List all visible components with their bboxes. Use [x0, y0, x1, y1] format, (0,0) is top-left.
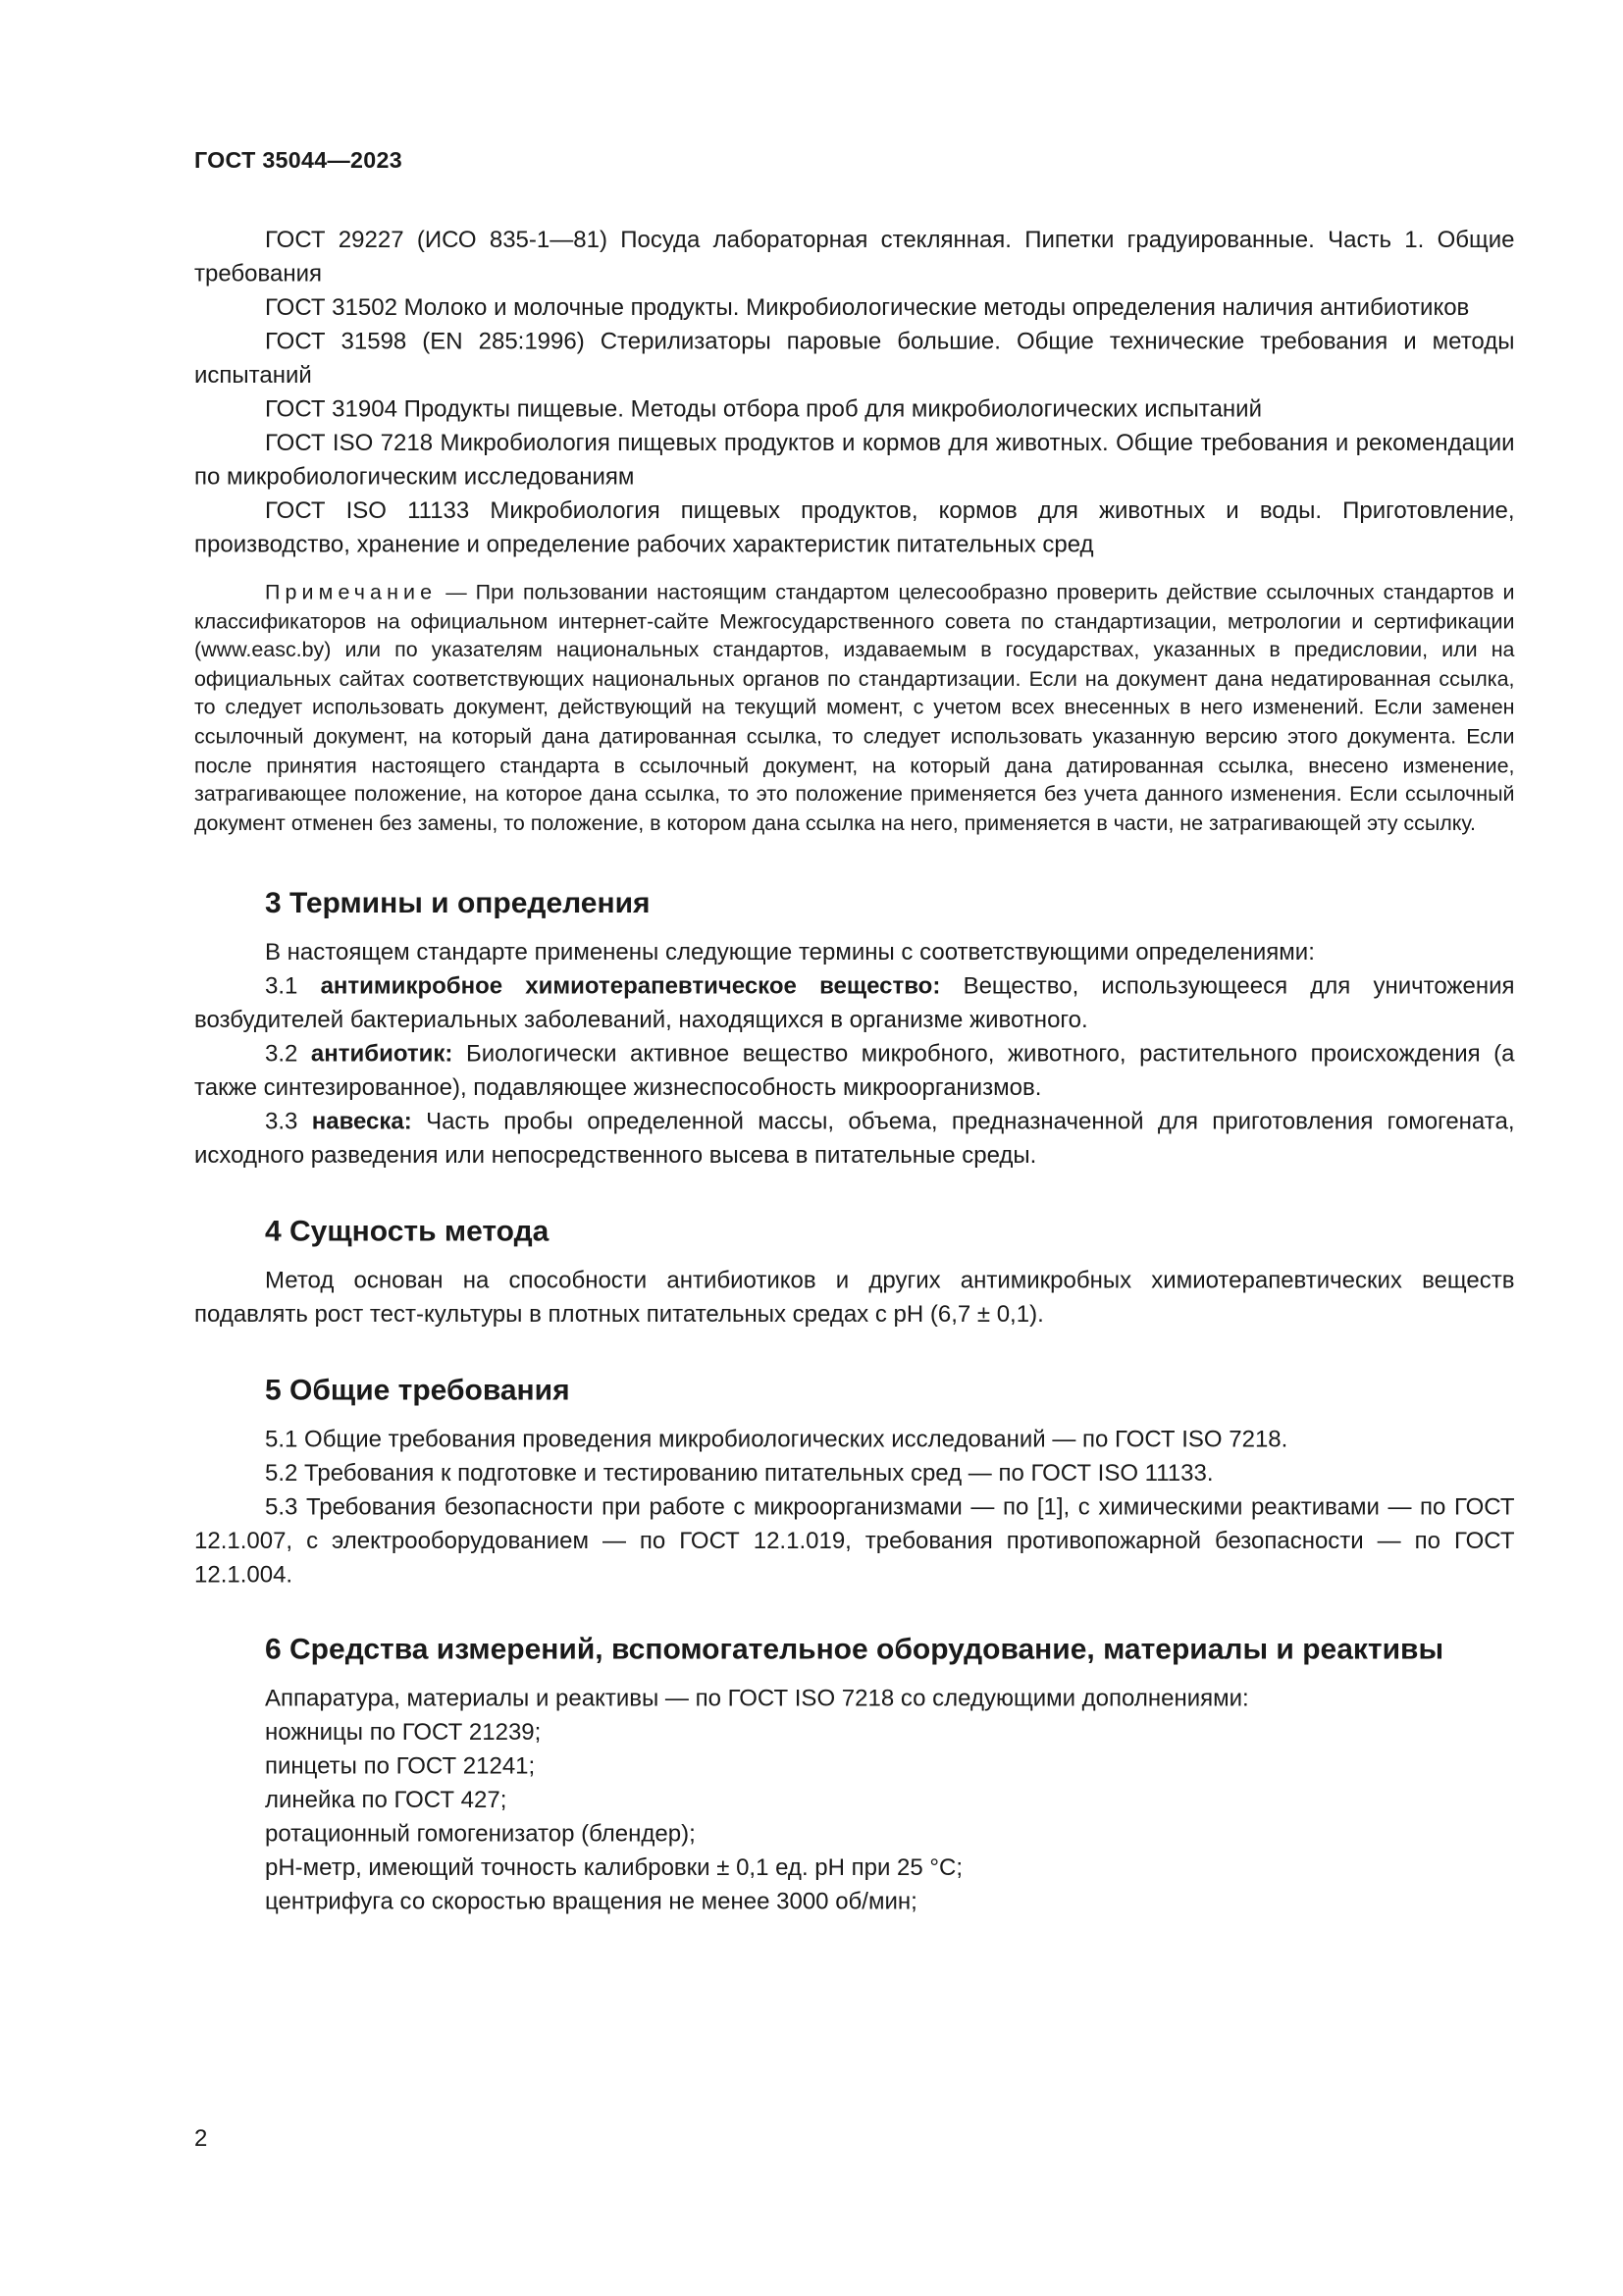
list-item: ротационный гомогенизатор (блендер); [265, 1822, 696, 1849]
term-text: Вещество, использующееся для уничтожения возбудителей бактериальных заболеваний, находящихся в организме животного. [194, 974, 1515, 1034]
term-number: 3.1 [265, 974, 298, 1001]
term-text: Часть пробы определенной массы, объема, предназначенной для приготовления гомогената, исходного разведения или непосредственного высева в питательные среды. [194, 1110, 1515, 1170]
note-label: Примечание [265, 581, 438, 605]
section-heading-3: 3 Термины и определения [265, 888, 651, 921]
page-content [194, 224, 1515, 1920]
term-name: антимикробное химиотерапевтическое вещество: [320, 974, 941, 1001]
section-intro: В настоящем стандарте применены следующие термины с соответствующими определениями: [265, 941, 1315, 966]
reference-item: ГОСТ ISO 7218 Микробиология пищевых продуктов и кормов для животных. Общие требования и рекомендации по микробиологическим исследованиям [194, 431, 1515, 491]
requirement-item: 5.3 Требования безопасности при работе с микроорганизмами — по [1], с химическими реактивами — по ГОСТ 12.1.007, с электрооборудованием — по ГОСТ 12.1.019, требования противопожарной безопасности — по ГОСТ 12.1.004. [194, 1495, 1515, 1590]
section-heading-6: 6 Средства измерений, вспомогательное оборудование, материалы и реактивы [265, 1634, 1444, 1667]
reference-item: ГОСТ 31904 Продукты пищевые. Методы отбора проб для микробиологических испытаний [265, 397, 1262, 423]
page-number: 2 [194, 2126, 208, 2152]
section-heading-4: 4 Сущность метода [265, 1216, 550, 1249]
reference-item: ГОСТ 29227 (ИСО 835-1—81) Посуда лабораторная стеклянная. Пипетки градуированные. Часть 1. Общие требования [194, 228, 1515, 287]
requirement-item: 5.1 Общие требования проведения микробиологических исследований — по ГОСТ ISO 7218. [265, 1428, 1288, 1454]
list-item: ножницы по ГОСТ 21239; [265, 1721, 542, 1747]
document-header: ГОСТ 35044—2023 [194, 148, 402, 174]
term-number: 3.3 [265, 1110, 298, 1136]
term-text: Биологически активное вещество микробного, животного, растительного происхождения (а также синтезированное), подавляющее жизнеспособность микроорганизмов. [194, 1042, 1515, 1102]
equipment-list [194, 1683, 1515, 1920]
reference-item: ГОСТ ISO 11133 Микробиология пищевых продуктов, кормов для животных и воды. Приготовление, производство, хранение и определение рабочих характеристик питательных сред [194, 498, 1515, 558]
note-text: — При пользовании настоящим стандартом целесообразно проверить действие ссылочных стандартов и классификаторов на официальном интернет-сайте Межгосударственного совета по стандартизации, метрологии и сертификации (www.easc.by) или по указателям национальных стандартов, издаваемым в государствах, указанных в предисловии, или на официальных сайтах соответствующих национальных органов по стандартизации. Если на документ дана недатированная ссылка, то следует использовать документ, действующий на текущий момент, с учетом всех внесенных в него изменений. Если заменен ссылочный документ, на который дана датированная ссылка, то следует использовать указанную версию этого документа. Если после принятия настоящего стандарта в ссылочный документ, на который дана датированная ссылка, внесено изменение, затрагивающее положение, на которое дана ссылка, то это положение применяется без учета данного изменения. Если ссылочный документ отменен без замены, то положение, в котором дана ссылка на него, применяется в части, не затрагивающей эту ссылку. [194, 581, 1515, 836]
section-heading-5: 5 Общие требования [265, 1375, 570, 1408]
term-definition [194, 1038, 1515, 1106]
reference-item: ГОСТ 31598 (EN 285:1996) Стерилизаторы паровые большие. Общие технические требования и методы испытаний [194, 330, 1515, 389]
note-paragraph [194, 580, 1515, 840]
term-name: навеска: [311, 1110, 412, 1136]
term-name: антибиотик: [310, 1042, 453, 1069]
section-intro: Аппаратура, материалы и реактивы — по ГОСТ ISO 7218 со следующими дополнениями: [265, 1687, 1249, 1713]
term-definition [194, 970, 1515, 1038]
term-definition [194, 1106, 1515, 1174]
section-text: Метод основан на способности антибиотиков и других антимикробных химиотерапевтических веществ подавлять рост тест-культуры в плотных питательных средах с pH (6,7 ± 0,1). [194, 1269, 1515, 1329]
reference-item: ГОСТ 31502 Молоко и молочные продукты. Микробиологические методы определения наличия антибиотиков [265, 295, 1470, 321]
list-item: pH-метр, имеющий точность калибровки ± 0,1 ед. pH при 25 °С; [265, 1856, 963, 1882]
requirement-item: 5.2 Требования к подготовке и тестированию питательных сред — по ГОСТ ISO 11133. [265, 1462, 1214, 1487]
list-item: центрифуга со скоростью вращения не менее 3000 об/мин; [265, 1890, 917, 1916]
term-number: 3.2 [265, 1042, 298, 1069]
list-item: линейка по ГОСТ 427; [265, 1789, 507, 1814]
list-item: пинцеты по ГОСТ 21241; [265, 1754, 536, 1781]
